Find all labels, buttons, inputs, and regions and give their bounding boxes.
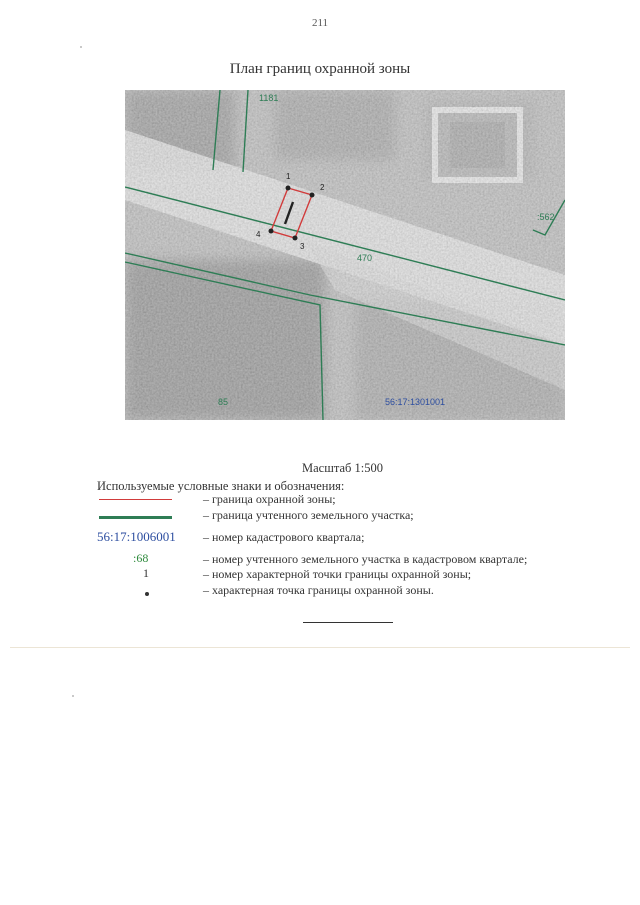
scan-speck xyxy=(72,695,74,697)
boundary-point-2 xyxy=(310,193,315,198)
legend-text: – граница учтенного земельного участка; xyxy=(203,508,414,522)
legend-text: – номер характерной точки границы охранной зоны; xyxy=(203,567,472,581)
quarter-number-sample: 56:17:1006001 xyxy=(97,529,176,544)
parcel-number-sample: :68 xyxy=(133,551,149,565)
map-canvas xyxy=(125,90,565,420)
boundary-point-swatch xyxy=(145,592,149,596)
legend-text: – характерная точка границы охранной зоны. xyxy=(203,583,434,597)
parcel-label-1181: 1181 xyxy=(259,93,279,103)
legend-item-zone-boundary xyxy=(0,492,640,508)
cadastral-map xyxy=(125,90,565,420)
point-label-4: 4 xyxy=(256,230,261,239)
aerial-photo-texture xyxy=(125,90,565,420)
scale-label: Масштаб 1:500 xyxy=(302,461,383,475)
zone-boundary-swatch xyxy=(99,499,172,500)
boundary-point-4 xyxy=(269,229,274,234)
legend-text: – номер учтенного земельного участка в кадастровом квартале; xyxy=(203,552,528,566)
scan-speck xyxy=(80,46,82,48)
legend-item-parcel-boundary xyxy=(0,508,640,524)
parcel-boundary-swatch xyxy=(99,516,172,519)
legend-item-point-number xyxy=(0,567,640,583)
point-label-1: 1 xyxy=(286,172,291,181)
legend-text: – номер кадастрового квартала; xyxy=(203,530,365,544)
legend-text: – граница охранной зоны; xyxy=(203,492,336,506)
parcel-label-562: :562 xyxy=(537,212,555,222)
legend-heading: Используемые условные знаки и обозначения: xyxy=(97,479,345,493)
parcel-label-85: 85 xyxy=(218,397,229,407)
legend-item-parcel-number xyxy=(0,552,640,568)
boundary-point-1 xyxy=(286,186,291,191)
point-label-3: 3 xyxy=(300,242,305,251)
signature-rule xyxy=(303,622,393,623)
quarter-label: 56:17:1301001 xyxy=(385,397,446,407)
legend-item-boundary-point xyxy=(0,583,640,599)
point-number-sample: 1 xyxy=(143,566,149,580)
boundary-point-3 xyxy=(293,236,298,241)
plan-title: План границ охранной зоны xyxy=(229,61,411,77)
legend-item-quarter-number xyxy=(0,530,640,546)
page-separator xyxy=(10,647,630,648)
parcel-label-470: 470 xyxy=(357,253,373,263)
page-number: 211 xyxy=(311,17,329,29)
point-label-2: 2 xyxy=(320,183,325,192)
